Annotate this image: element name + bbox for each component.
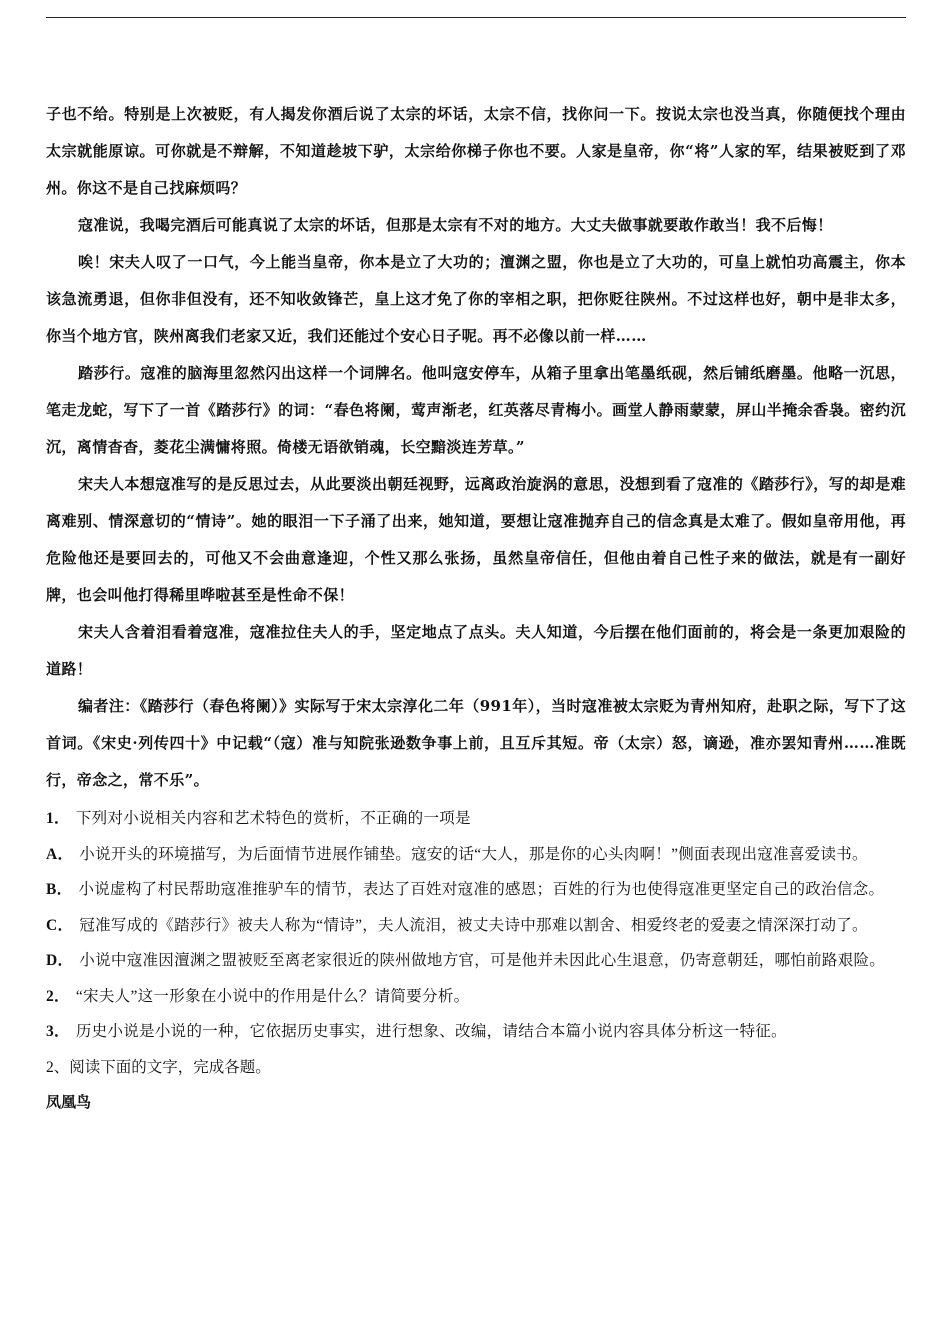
question-number: 1． (46, 810, 70, 827)
question-list (46, 801, 906, 1050)
option-item (46, 837, 906, 873)
option-item (46, 943, 906, 979)
question-item (46, 1014, 906, 1050)
option-letter: A． (46, 845, 74, 863)
option-letter: B． (46, 881, 73, 898)
story-paragraph: 宋夫人本想寇准写的是反思过去，从此要淡出朝廷视野，远离政治旋涡的意思，没想到看了寇准的《踏莎行》，写的却是难离难别、情深意切的“情诗”。她的眼泪一下子涌了出来，她知道，要想让寇准抛弃自己的信念真是太难了。假如皇帝用他，再危险他还是要回去的，可他又不会曲意逢迎，个性又那么张扬，虽然皇帝信任，但他由着自己性子来的做法，就是有一副好牌，也会叫他打得稀里哗啦甚至是性命不保！ (46, 475, 906, 604)
editor-note: 编者注：《踏莎行（春色将阑）》实际写于宋太宗淳化二年（991年），当时寇准被太宗贬为青州知府，赴职之际，写下了这首词。《宋史·列传四十》中记载“（寇）准与知院张逊数争事上前，且互斥其短。帝（太宗）怒，谪逊，准亦罢知青州……准既行，帝念之，常不乐”。 (46, 697, 906, 789)
section-heading: 2、阅读下面的文字，完成各题。 (46, 1058, 271, 1076)
story-paragraph: 子也不给。特别是上次被贬，有人揭发你酒后说了太宗的坏话，太宗不信，找你问一下。按说太宗也没当真，你随便找个理由太宗就能原谅。可你就是不辩解，不知道趁坡下驴，太宗给你梯子你也不要。人家是皇帝，你“将”人家的军，结果被贬到了邓州。你这不是自己找麻烦吗？ (46, 105, 906, 197)
question-number: 3． (46, 1023, 70, 1040)
option-item (46, 908, 906, 944)
document-page (46, 96, 906, 1120)
question-item (46, 801, 906, 837)
question-text: 历史小说是小说的一种，它依据历史事实，进行想象、改编，请结合本篇小说内容具体分析这一特征。 (75, 1023, 787, 1040)
question-text: 下列对小说相关内容和艺术特色的赏析，不正确的一项是 (75, 810, 471, 827)
option-text: 冠准写成的《踏莎行》被夫人称为“情诗”，夫人流泪，被丈夫诗中那难以割舍、相爱终老的爱妻之情深深打动了。 (79, 916, 868, 934)
option-text: 小说中寇准因澶渊之盟被贬至离老家很近的陕州做地方官，可是他并未因此心生退意，仍寄意朝廷，哪怕前路艰险。 (79, 952, 886, 969)
story-paragraph: 唉！宋夫人叹了一口气，今上能当皇帝，你本是立了大功的；澶渊之盟，你也是立了大功的，可皇上就怕功高震主，你本该急流勇退，但你非但没有，还不知收敛锋芒，皇上这才免了你的宰相之职，把你贬往陕州。不过这样也好，朝中是非太多，你当个地方官，陕州离我们老家又近，我们还能过个安心日子呢。再不必像以前一样…… (46, 253, 906, 345)
option-text: 小说开头的环境描写，为后面情节进展作铺垫。寇安的话“大人，那是你的心头肉啊！”侧面表现出寇准喜爱读书。 (79, 845, 868, 863)
story-title: 凤凰鸟 (46, 1093, 92, 1111)
story-paragraph: 宋夫人含着泪看着寇准，寇准拉住夫人的手，坚定地点了点头。夫人知道，今后摆在他们面前的，将会是一条更加艰险的道路！ (46, 623, 906, 678)
option-letter: C． (46, 916, 74, 934)
story-paragraph: 踏莎行。寇准的脑海里忽然闪出这样一个词牌名。他叫寇安停车，从箱子里拿出笔墨纸砚，然后铺纸磨墨。他略一沉思，笔走龙蛇，写下了一首《踏莎行》的词：“春色将阑，莺声渐老，红英落尽青梅小。画堂人静雨蒙蒙，屏山半掩余香袅。密约沉沉，离情杳杳，菱花尘满慵将照。倚楼无语欲销魂，长空黯淡连芳草。” (46, 364, 906, 456)
question-text: “宋夫人”这一形象在小说中的作用是什么？请简要分析。 (75, 987, 470, 1005)
option-item (46, 872, 906, 908)
option-letter: D． (46, 952, 74, 969)
question-item (46, 979, 906, 1015)
story-passage (46, 96, 906, 799)
option-text: 小说虚构了村民帮助寇准推驴车的情节，表达了百姓对寇准的感恩；百姓的行为也使得寇准更坚定自己的政治信念。 (78, 881, 885, 898)
question-number: 2． (46, 987, 70, 1005)
header-rule (46, 17, 906, 18)
story-paragraph: 寇准说，我喝完酒后可能真说了太宗的坏话，但那是太宗有不对的地方。大丈夫做事就要敢作敢当！我不后悔！ (78, 216, 833, 234)
